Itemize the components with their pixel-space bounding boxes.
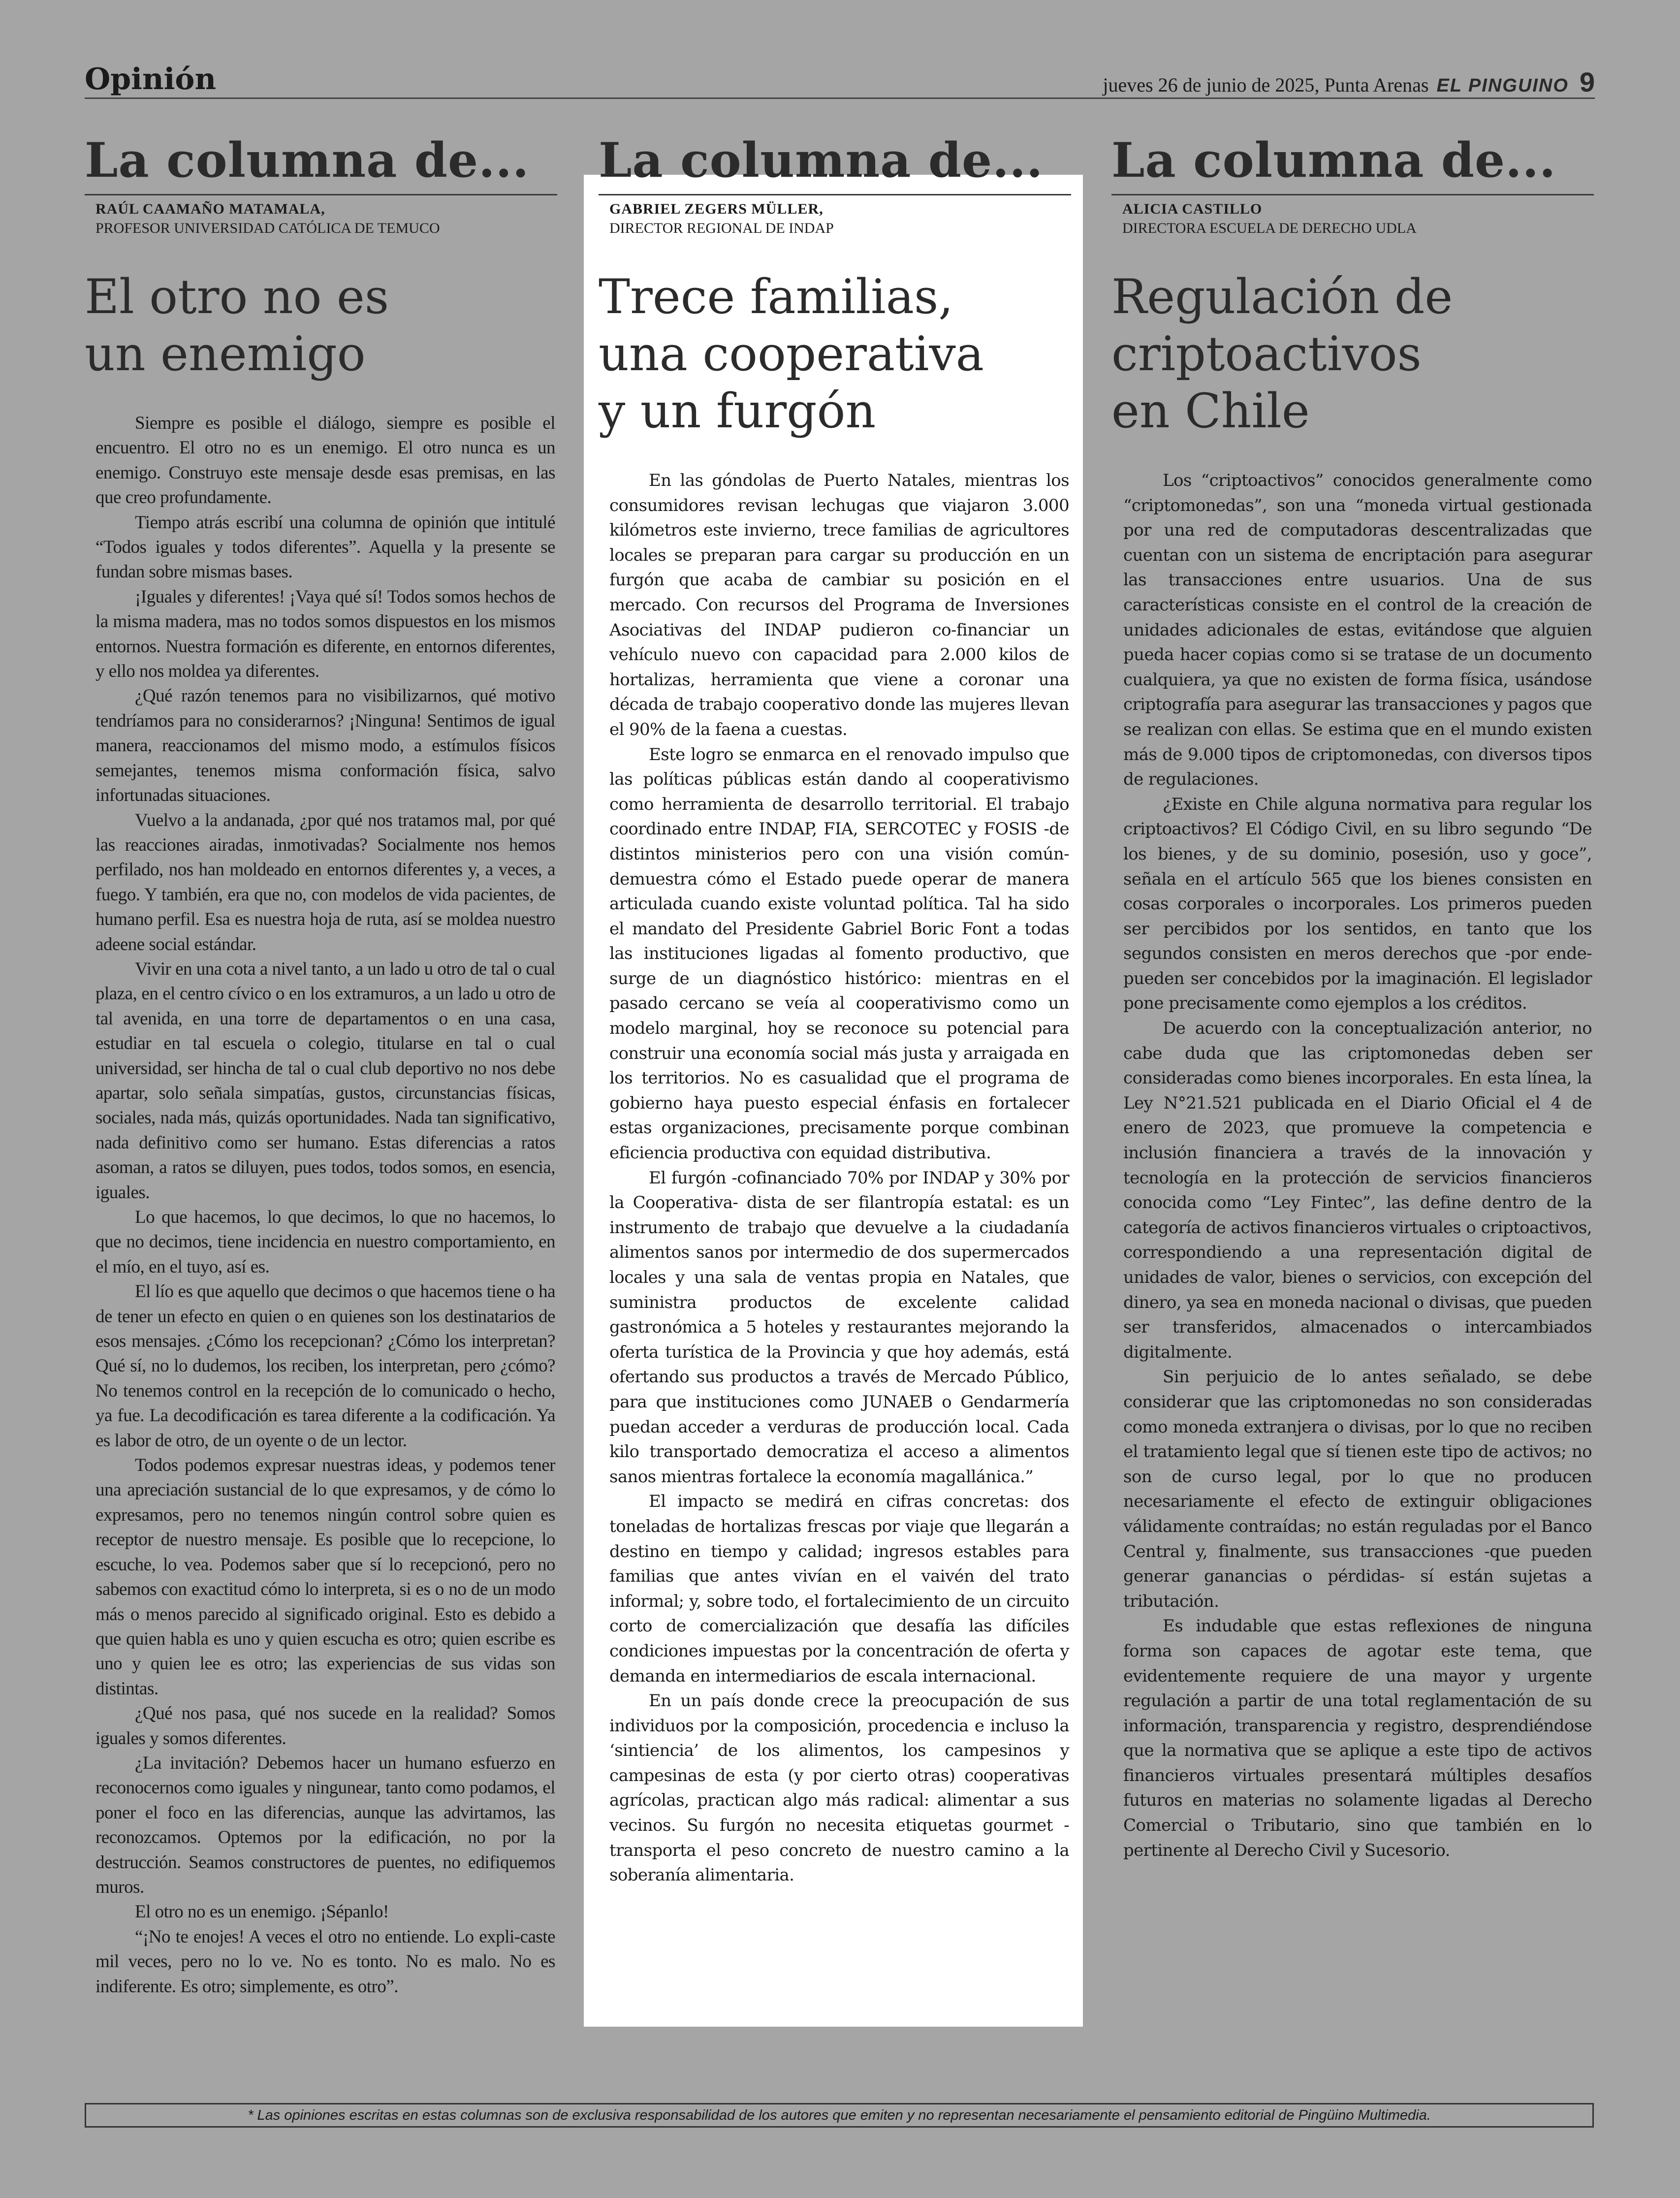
article-body bbox=[1111, 468, 1594, 1863]
body-paragraph: Tiempo atrás escribí una columna de opinión que intitulé “Todos iguales y todos diferentes”. Aquella y la presente se fundan sobre mismas bases. bbox=[95, 512, 555, 582]
body-paragraph: De acuerdo con la conceptualización anterior, no cabe duda que las criptomonedas deben ser consideradas como bienes incorporales. En esta línea, la Ley N°21.521 publicada en el Diario Oficial el 4 de enero de 2023, que promueve la competencia e inclusión financiera a través de la innovación y tecnología en la protección de servicios financieros conocida como “Ley Fintec”, las define dentro de la categoría de activos financieros virtuales o criptoactivos, correspondiendo a una representación digital de unidades de valor, bienes o servicios, con excepción del dinero, ya sea en moneda nacional o divisas, que pueden ser transferidos, almacenados o intercambiados digitalmente. bbox=[1123, 1019, 1592, 1362]
body-paragraph: “¡No te enojes! A veces el otro no entiende. Lo expli-caste mil veces, pero no lo ve. No es tonto. No es malo. No es indiferente. Es otro; simplemente, es otro”. bbox=[95, 1926, 555, 1997]
publication-date: jueves 26 de junio de 2025, Punta Arenas bbox=[1103, 74, 1429, 96]
newspaper-logo: EL PINGUINO bbox=[1436, 75, 1569, 96]
body-paragraph: Este logro se enmarca en el renovado impulso que las políticas públicas están dando al cooperativismo como herramienta de desarrollo territorial. El trabajo coordinado entre INDAP, FIA, SERCOTEC y FOSIS -de distintos ministerios pero con una visión común- demuestra cómo el Estado puede operar de manera articulada cuando existe voluntad política. Tal ha sido el mandato del Presidente Gabriel Boric Font a todas las instituciones ligadas al fomento productivo, que surge de un diagnóstico histórico: mientras en el pasado cercano se veía al cooperativismo como un modelo marginal, hoy se reconoce su potencial para construir una economía social más justa y arraigada en los territorios. No es casualidad que el programa de gobierno haya puesto especial énfasis en fortalecer estas organizaciones, precisamente porque combinan eficiencia productiva con equidad distributiva. bbox=[609, 744, 1069, 1163]
body-paragraph: Sin perjuicio de lo antes señalado, se debe considerar que las criptomonedas no son consideradas como moneda extranjera o divisas, por lo que no reciben el tratamiento legal que sí tienen este tipo de activos; no son de curso legal, por lo que no producen necesariamente el efecto de extinguir obligaciones válidamente contraídas; no están reguladas por el Banco Central y, finalmente, sus transacciones -que pueden generar ganancias o pérdidas- sí están sujetas a tributación. bbox=[1123, 1367, 1592, 1611]
opinion-column-3 bbox=[1111, 129, 1594, 1863]
body-paragraph: ¿La invitación? Debemos hacer un humano esfuerzo en reconocernos como iguales y ningunear, tanto como podamos, el poner el foco en las diferencias, aunque las advirtamos, las reconozcamos. Optemos por la edificación, no por la destrucción. Seamos constructores de puentes, no edifiquemos muros. bbox=[95, 1752, 555, 1897]
headline-line: Regulación de bbox=[1111, 269, 1453, 324]
article-headline bbox=[1111, 268, 1594, 440]
author-block bbox=[599, 199, 1071, 238]
body-paragraph: El furgón -cofinanciado 70% por INDAP y 30% por la Cooperativa- dista de ser filantropía estatal: es un instrumento de trabajo que devuelve a la ciudadanía alimentos sanos por intermedio de dos supermercados locales y una sala de ventas propia en Natales, que suministra productos de excelente calidad gastronómica a 5 hoteles y restaurantes mejorando la oferta turística de la Provincia y que hoy además, está ofertando sus productos a través de Mercado Público, para que instituciones como JUNAEB o Gendarmería puedan acceder a verduras de producción local. Cada kilo transportado democratiza el acceso a alimentos sanos mientras fortalece la economía magallánica.” bbox=[609, 1168, 1069, 1487]
kicker-divider bbox=[599, 194, 1071, 195]
opinion-column-1 bbox=[85, 129, 557, 1999]
author-role: DIRECTOR REGIONAL DE INDAP bbox=[609, 220, 834, 236]
body-paragraph: El otro no es un enemigo. ¡Sépanlo! bbox=[135, 1902, 389, 1922]
body-paragraph: El lío es que aquello que decimos o que hacemos tiene o ha de tener un efecto en quien o en quienes son los destinatarios de esos mensajes. ¿Cómo los recepcionan? ¿Cómo los interpretan? Qué sí, no lo dudemos, los reciben, los interpretan, pero ¿cómo? No tenemos control en la recepción de lo comunicado o hecho, ya fue. La decodificación es tarea diferente a la codificación. Ya es labor de otro, de un oyente o de un lector. bbox=[95, 1281, 555, 1451]
body-paragraph: Vivir en una cota a nivel tanto, a un lado u otro de tal o cual plaza, en el centro cívico o en los extramuros, a un lado u otro de tal avenida, en una torre de departamentos o en una casa, estudiar en tal escuela o colegio, titularse en tal o cual universidad, ser hincha de tal o cual club deportivo no nos debe apartar, solo señala simpatías, gustos, circunstancias físicas, sociales, nada más, quizás oportunidades. Nada tan significativo, nada definitivo como ser humano. Estas diferencias a ratos asoman, a ratos se diluyen, pues todos, todos somos, en esencia, iguales. bbox=[95, 958, 555, 1203]
page-header bbox=[85, 58, 1595, 99]
column-kicker: La columna de... bbox=[599, 132, 1044, 188]
author-name: ALICIA CASTILLO bbox=[1122, 201, 1263, 217]
article-headline bbox=[85, 268, 557, 382]
body-paragraph: Es indudable que estas reflexiones de ninguna forma son capaces de agotar este tema, que evidentemente requiere de una mayor y urgente regulación a partir de una total reglamentación de su información, transparencia y registro, desprendiéndose que la normativa que se aplique a este tipo de activos financieros virtuales presentará múltiples desafíos futuros en materias no solamente ligadas al Derecho Comercial o Tributario, sino que también en lo pertinente al Derecho Civil y Sucesorio. bbox=[1123, 1616, 1592, 1860]
headline-line: El otro no es bbox=[85, 269, 389, 324]
body-paragraph: El impacto se medirá en cifras concretas: dos toneladas de hortalizas frescas por viaje que llegarán a destino en tiempo y calidad; ingresos estables para familias que antes vivían en el vaivén del trato informal; y, sobre todo, el fortalecimiento de un circuito corto de comercialización que desafía las difíciles condiciones impuestas por la concentración de oferta y demanda en intermediarios de escala internacional. bbox=[609, 1492, 1069, 1686]
body-paragraph: Vuelvo a la andanada, ¿por qué nos tratamos mal, por qué las reacciones airadas, inmotivadas? Socialmente nos hemos perfilado, nos han moldeado en entornos diferentes y, a veces, a fuego. Y también, era que no, con modelos de vida pacientes, de humano perfil. Esa es nuestra hoja de ruta, así se moldea nuestro adeene social estándar. bbox=[95, 810, 555, 955]
body-paragraph: ¿Qué razón tenemos para no visibilizarnos, qué motivo tendríamos para no considerarnos? ¡Ninguna! Sentimos de igual manera, reaccionamos del mismo modo, a estímulos físicos semejantes, tenemos misma conformación física, salvo infortunadas situaciones. bbox=[95, 686, 555, 806]
headline-line: una cooperativa bbox=[599, 326, 984, 382]
headline-line: un enemigo bbox=[85, 326, 366, 382]
author-block bbox=[85, 199, 557, 238]
article-body bbox=[599, 468, 1071, 1888]
body-paragraph: ¡Iguales y diferentes! ¡Vaya qué sí! Todos somos hechos de la misma madera, mas no todos somos dispuestos en los mismos entornos. Nuestra formación es diferente, en entornos diferentes, y ello nos moldea ya diferentes. bbox=[95, 586, 555, 682]
section-title: Opinión bbox=[85, 62, 217, 96]
kicker-divider bbox=[85, 194, 557, 195]
body-paragraph: ¿Qué nos pasa, qué nos sucede en la realidad? Somos iguales y somos diferentes. bbox=[95, 1703, 555, 1749]
author-role: DIRECTORA ESCUELA DE DERECHO UDLA bbox=[1122, 220, 1417, 236]
body-paragraph: En un país donde crece la preocupación de sus individuos por la composición, procedencia e incluso la ‘sintiencia’ de los alimentos, los campesinos y campesinas de esta (y por cierto otras) cooperativas agrícolas, practican algo más radical: alimentar a sus vecinos. Su furgón no necesita etiquetas gourmet -transporta el peso concreto de nuestro camino a la soberanía alimentaria. bbox=[609, 1691, 1069, 1885]
author-name: GABRIEL ZEGERS MÜLLER, bbox=[609, 201, 824, 217]
author-role: PROFESOR UNIVERSIDAD CATÓLICA DE TEMUCO bbox=[95, 220, 440, 236]
body-paragraph: Siempre es posible el diálogo, siempre es posible el encuentro. El otro no es un enemigo. El otro nunca es un enemigo. Construyo este mensaje desde esas premisas, en las que creo profundamente. bbox=[95, 413, 555, 508]
page-number: 9 bbox=[1579, 66, 1595, 97]
article-headline bbox=[599, 268, 1071, 440]
body-paragraph: Todos podemos expresar nuestras ideas, y podemos tener una apreciación sustancial de lo que expresamos, y de cómo lo expresamos, pero no tenemos ningún control sobre quien es receptor de nuestro mensaje. Es posible que lo recepcione, lo escuche, lo vea. Podemos saber que sí lo recepcionó, pero no sabemos con exactitud cómo lo interpreta, si es o no de un modo más o menos parecido al significado original. Esto es debido a que quien habla es uno y quien escucha es otro; quien escribe es uno y quien lee es otro; las experiencias de sus vidas son distintas. bbox=[95, 1455, 555, 1699]
column-kicker: La columna de... bbox=[85, 132, 530, 188]
opinion-column-2 bbox=[599, 129, 1071, 1888]
kicker-divider bbox=[1111, 194, 1594, 195]
headline-line: y un furgón bbox=[599, 383, 876, 439]
article-body bbox=[85, 411, 557, 1999]
body-paragraph: Los “criptoactivos” conocidos generalmente como “criptomonedas”, son una “moneda virtual gestionada por una red de computadoras descentralizadas que cuentan con un sistema de encriptación para asegurar las transacciones entre usuarios. Una de sus características consiste en el control de la creación de unidades adicionales de estas, evitándose que alguien pueda hacer copias como si se tratase de un documento cualquiera, ya que no existen de forma física, usándose criptografía para asegurar las transacciones y pagos que se realizan con ellas. Se estima que en el mundo existen más de 9.000 tipos de criptomonedas, con diversos tipos de regulaciones. bbox=[1123, 471, 1592, 790]
headline-line: criptoactivos bbox=[1111, 326, 1422, 382]
editorial-disclaimer bbox=[85, 2103, 1594, 2128]
author-name: RAÚL CAAMAÑO MATAMALA, bbox=[95, 201, 325, 217]
body-paragraph: En las góndolas de Puerto Natales, mientras los consumidores revisan lechugas que viajaron 3.000 kilómetros este invierno, trece familias de agricultores locales se preparan para cargar su producción en un furgón que acaba de cambiar su posición en el mercado. Con recursos del Programa de Inversiones Asociativas del INDAP pudieron co-financiar un vehículo nuevo con capacidad para 2.000 kilos de hortalizas, herramienta que viene a coronar una década de trabajo cooperativo donde las mujeres llevan el 90% de la faena a cuestas. bbox=[609, 471, 1069, 739]
column-kicker: La columna de... bbox=[1111, 132, 1556, 188]
headline-line: en Chile bbox=[1111, 383, 1310, 439]
body-paragraph: ¿Existe en Chile alguna normativa para regular los criptoactivos? El Código Civil, en su libro segundo “De los bienes, y de su dominio, posesión, uso y goce”, señala en el artículo 565 que los bienes consisten en cosas corporales o incorporales. Los primeros pueden ser percibidos por los sentidos, en tanto que los segundos consisten en meros derechos que -por ende- pueden ser concebidos por la imaginación. El legislador pone precisamente como ejemplos a los créditos. bbox=[1123, 794, 1592, 1014]
headline-line: Trece familias, bbox=[599, 269, 953, 324]
header-meta bbox=[1103, 66, 1595, 98]
author-block bbox=[1111, 199, 1594, 238]
disclaimer-text: * Las opiniones escritas en estas columnas son de exclusiva responsabilidad de los autores que emiten y no representan necesariamente el pensamiento editorial de Pingüino Multimedia. bbox=[248, 2107, 1431, 2123]
body-paragraph: Lo que hacemos, lo que decimos, lo que no hacemos, lo que no decimos, tiene incidencia en nuestro comportamiento, en el mío, en el tuyo, así es. bbox=[95, 1207, 555, 1277]
